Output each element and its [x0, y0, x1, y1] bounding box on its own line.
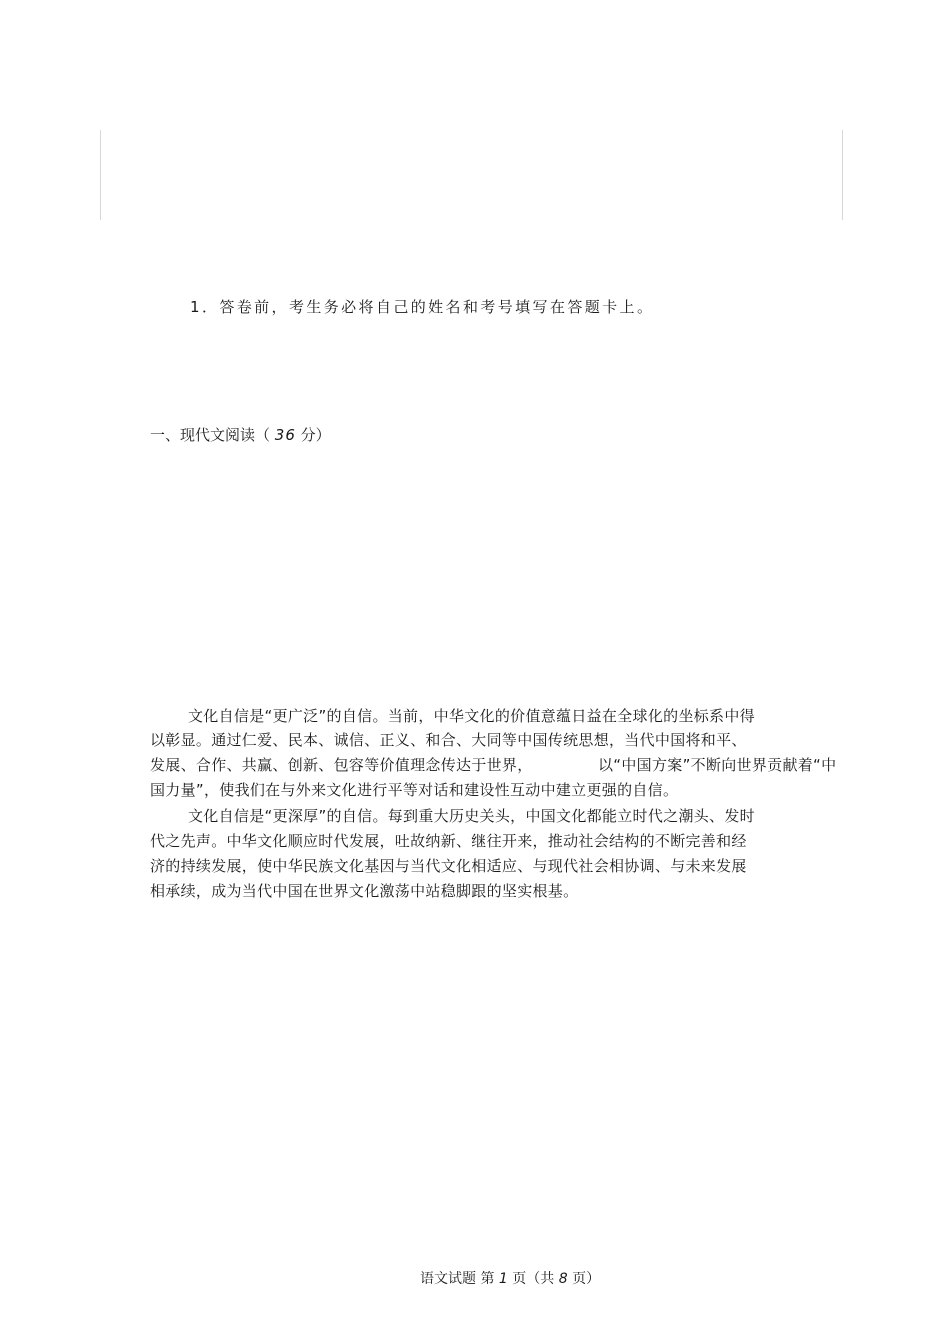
section-title: [150, 424, 331, 445]
passage-line: 以“中国方案”不断向世界贡献着“中: [598, 756, 837, 774]
passage-line: 相承续，成为当代中国在世界文化激荡中站稳脚跟的坚实根基。: [150, 882, 579, 900]
footer-page-suffix: 页）: [572, 1271, 601, 1287]
section-title-suffix: 分）: [300, 426, 331, 444]
footer-page-mid: 页（共: [512, 1271, 555, 1287]
passage-line: 代之先声。中华文化顺应时代发展，吐故纳新、继往开来，推动社会结构的不断完善和经: [150, 832, 747, 850]
exam-instruction: 1．答卷前，考生务必将自己的姓名和考号填写在答题卡上。: [190, 298, 655, 316]
right-border-line: [842, 130, 843, 220]
passage-line: 以彰显。通过仁爱、民本、诚信、正义、和合、大同等中国传统思想，当代中国将和平、: [150, 731, 747, 749]
page-footer: [420, 1268, 600, 1288]
passage-line: 济的持续发展，使中华民族文化基因与当代文化相适应、与现代社会相协调、与未来发展: [150, 857, 747, 875]
passage-line: 文化自信是“更广泛”的自信。当前，中华文化的价值意蕴日益在全球化的坐标系中得: [188, 707, 755, 725]
footer-page-number: 1: [498, 1271, 508, 1287]
footer-label: 语文试题: [420, 1271, 476, 1287]
section-points: 36: [274, 426, 296, 444]
footer-total-pages: 8: [558, 1271, 568, 1287]
passage-line: 国力量”，使我们在与外来文化进行平等对话和建设性互动中建立更强的自信。: [150, 781, 679, 799]
section-title-prefix: 一、现代文阅读（: [150, 426, 271, 444]
passage-line: 发展、合作、共赢、创新、包容等价值理念传达于世界，: [150, 756, 533, 774]
footer-page-prefix: 第: [480, 1271, 495, 1287]
passage-line: 文化自信是“更深厚”的自信。每到重大历史关头，中国文化都能立时代之潮头、发时: [188, 807, 755, 825]
left-border-line: [100, 130, 101, 220]
